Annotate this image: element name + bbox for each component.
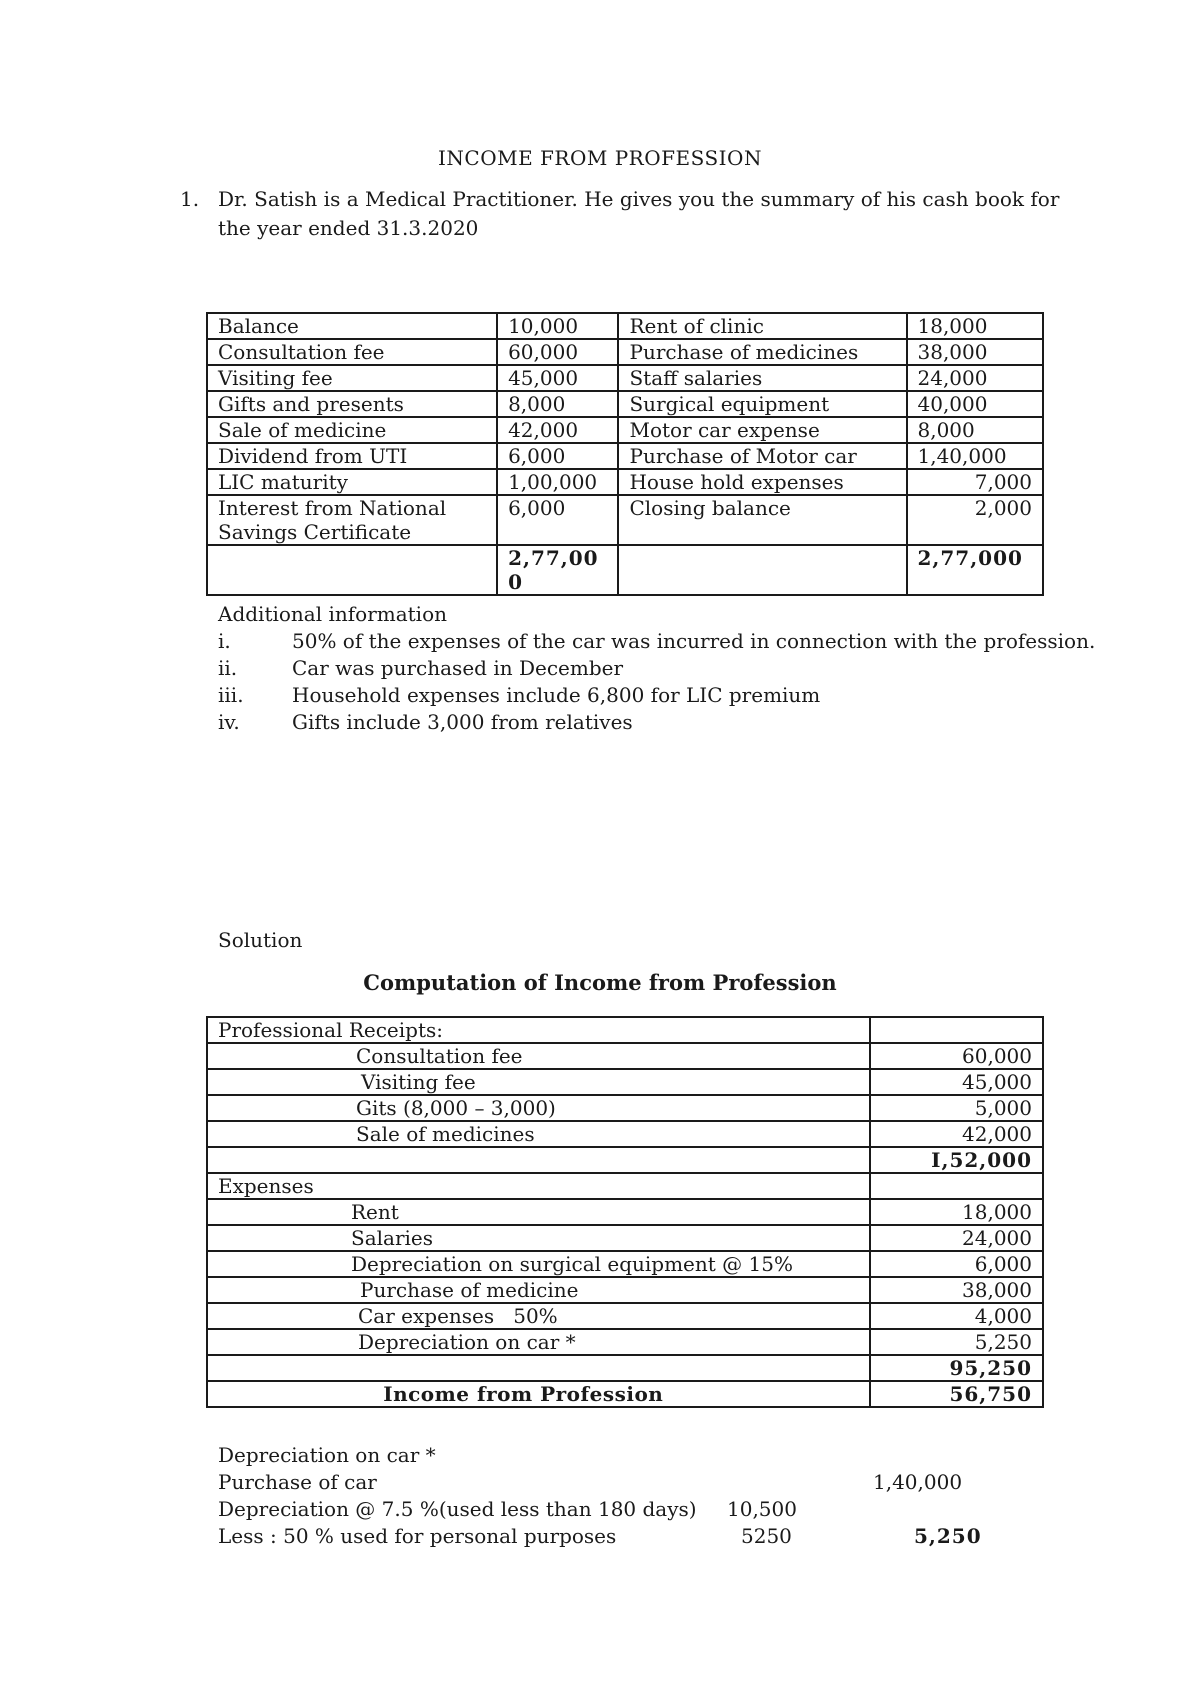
expense-label: Rent bbox=[207, 1199, 870, 1225]
receipts-total: I,52,000 bbox=[870, 1147, 1043, 1173]
expense-amount: 18,000 bbox=[870, 1199, 1043, 1225]
depreciation-amount: 10,500 bbox=[727, 1497, 797, 1521]
receipt-amount: 45,000 bbox=[870, 1069, 1043, 1095]
purchase-of-car-amount: 1,40,000 bbox=[873, 1470, 963, 1494]
receipt-label: Balance bbox=[207, 313, 497, 339]
income-amount: 56,750 bbox=[870, 1381, 1043, 1407]
table-row bbox=[207, 1017, 1043, 1043]
receipt-label: Visiting fee bbox=[207, 1069, 870, 1095]
receipt-amount: 1,00,000 bbox=[497, 469, 618, 495]
question-text-line1: Dr. Satish is a Medical Practitioner. He gives you the summary of his cash book for bbox=[218, 187, 1060, 211]
list-item-number: i. bbox=[218, 629, 231, 653]
table-row bbox=[207, 1069, 1043, 1095]
receipt-label: Dividend from UTI bbox=[207, 443, 497, 469]
table-row bbox=[207, 1147, 1043, 1173]
table-row bbox=[207, 1225, 1043, 1251]
receipt-label: Consultation fee bbox=[207, 339, 497, 365]
payment-label: Closing balance bbox=[618, 495, 906, 545]
table-row bbox=[207, 1329, 1043, 1355]
payment-amount: 7,000 bbox=[907, 469, 1044, 495]
receipt-label: Consultation fee bbox=[207, 1043, 870, 1069]
list-item: Gifts include 3,000 from relatives bbox=[292, 710, 633, 734]
payment-amount: 8,000 bbox=[907, 417, 1044, 443]
receipt-amount: 60,000 bbox=[497, 339, 618, 365]
table-row bbox=[207, 1199, 1043, 1225]
expense-amount: 5,250 bbox=[870, 1329, 1043, 1355]
payment-amount: 38,000 bbox=[907, 339, 1044, 365]
expense-label: Purchase of medicine bbox=[207, 1277, 870, 1303]
payment-label: Surgical equipment bbox=[618, 391, 906, 417]
expense-amount: 24,000 bbox=[870, 1225, 1043, 1251]
payment-label: Motor car expense bbox=[618, 417, 906, 443]
receipt-label: Interest from National Savings Certificate bbox=[207, 495, 497, 545]
expense-amount: 6,000 bbox=[870, 1251, 1043, 1277]
table-row bbox=[207, 1381, 1043, 1407]
empty-cell bbox=[870, 1173, 1043, 1199]
payment-label: House hold expenses bbox=[618, 469, 906, 495]
list-item: Car was purchased in December bbox=[292, 656, 624, 680]
totals-row bbox=[207, 545, 1043, 595]
payment-amount: 40,000 bbox=[907, 391, 1044, 417]
table-row bbox=[207, 365, 1043, 391]
expenses-heading: Expenses bbox=[207, 1173, 870, 1199]
net-depreciation-amount: 5,250 bbox=[914, 1524, 982, 1548]
payment-amount: 1,40,000 bbox=[907, 443, 1044, 469]
receipt-label: Sale of medicine bbox=[207, 417, 497, 443]
page-title: INCOME FROM PROFESSION bbox=[438, 146, 762, 170]
cash-book-table bbox=[206, 312, 1044, 596]
table-row bbox=[207, 1121, 1043, 1147]
empty-cell bbox=[207, 1355, 870, 1381]
receipt-amount: 10,000 bbox=[497, 313, 618, 339]
solution-label: Solution bbox=[218, 928, 303, 952]
receipt-amount: 6,000 bbox=[497, 495, 618, 545]
computation-title: Computation of Income from Profession bbox=[363, 970, 837, 995]
empty-cell bbox=[618, 545, 906, 595]
depreciation-note-title: Depreciation on car * bbox=[218, 1443, 436, 1467]
empty-cell bbox=[207, 1147, 870, 1173]
expense-label: Depreciation on car * bbox=[207, 1329, 870, 1355]
receipt-label: LIC maturity bbox=[207, 469, 497, 495]
table-row bbox=[207, 443, 1043, 469]
receipt-amount: 6,000 bbox=[497, 443, 618, 469]
table-row bbox=[207, 469, 1043, 495]
table-row bbox=[207, 1095, 1043, 1121]
list-item-number: iii. bbox=[218, 683, 244, 707]
depreciation-label: Depreciation @ 7.5 %(used less than 180 days) bbox=[218, 1497, 697, 1521]
question-number: 1. bbox=[180, 187, 200, 211]
receipts-heading: Professional Receipts: bbox=[207, 1017, 870, 1043]
table-row bbox=[207, 339, 1043, 365]
receipt-label: Gits (8,000 – 3,000) bbox=[207, 1095, 870, 1121]
list-item: Household expenses include 6,800 for LIC premium bbox=[292, 683, 821, 707]
empty-cell bbox=[207, 545, 497, 595]
table-row bbox=[207, 1173, 1043, 1199]
expense-amount: 4,000 bbox=[870, 1303, 1043, 1329]
payment-amount: 24,000 bbox=[907, 365, 1044, 391]
expenses-total: 95,250 bbox=[870, 1355, 1043, 1381]
less-personal-use-label: Less : 50 % used for personal purposes bbox=[218, 1524, 617, 1548]
list-item-number: ii. bbox=[218, 656, 238, 680]
table-row bbox=[207, 1355, 1043, 1381]
total-payments: 2,77,000 bbox=[907, 545, 1044, 595]
receipt-label: Visiting fee bbox=[207, 365, 497, 391]
expense-label: Car expenses 50% bbox=[207, 1303, 870, 1329]
table-row bbox=[207, 495, 1043, 545]
table-row bbox=[207, 391, 1043, 417]
income-label: Income from Profession bbox=[207, 1381, 870, 1407]
receipt-amount: 45,000 bbox=[497, 365, 618, 391]
receipt-amount: 8,000 bbox=[497, 391, 618, 417]
additional-info-title: Additional information bbox=[218, 602, 448, 626]
receipt-amount: 42,000 bbox=[497, 417, 618, 443]
empty-cell bbox=[870, 1017, 1043, 1043]
question-text-line2: the year ended 31.3.2020 bbox=[218, 216, 479, 240]
payment-label: Staff salaries bbox=[618, 365, 906, 391]
payment-label: Purchase of medicines bbox=[618, 339, 906, 365]
table-row bbox=[207, 1277, 1043, 1303]
payment-amount: 2,000 bbox=[907, 495, 1044, 545]
receipt-label: Gifts and presents bbox=[207, 391, 497, 417]
expense-amount: 38,000 bbox=[870, 1277, 1043, 1303]
less-personal-use-amount: 5250 bbox=[741, 1524, 792, 1548]
receipt-amount: 60,000 bbox=[870, 1043, 1043, 1069]
total-receipts: 2,77,000 bbox=[497, 545, 618, 595]
list-item: 50% of the expenses of the car was incurred in connection with the profession. bbox=[292, 629, 1096, 653]
table-row bbox=[207, 1251, 1043, 1277]
computation-table bbox=[206, 1016, 1044, 1408]
receipt-amount: 42,000 bbox=[870, 1121, 1043, 1147]
expense-label: Depreciation on surgical equipment @ 15% bbox=[207, 1251, 870, 1277]
table-row bbox=[207, 417, 1043, 443]
payment-amount: 18,000 bbox=[907, 313, 1044, 339]
list-item-number: iv. bbox=[218, 710, 240, 734]
table-row bbox=[207, 1043, 1043, 1069]
payment-label: Purchase of Motor car bbox=[618, 443, 906, 469]
expense-label: Salaries bbox=[207, 1225, 870, 1251]
table-row bbox=[207, 313, 1043, 339]
purchase-of-car-label: Purchase of car bbox=[218, 1470, 377, 1494]
table-row bbox=[207, 1303, 1043, 1329]
payment-label: Rent of clinic bbox=[618, 313, 906, 339]
receipt-amount: 5,000 bbox=[870, 1095, 1043, 1121]
receipt-label: Sale of medicines bbox=[207, 1121, 870, 1147]
